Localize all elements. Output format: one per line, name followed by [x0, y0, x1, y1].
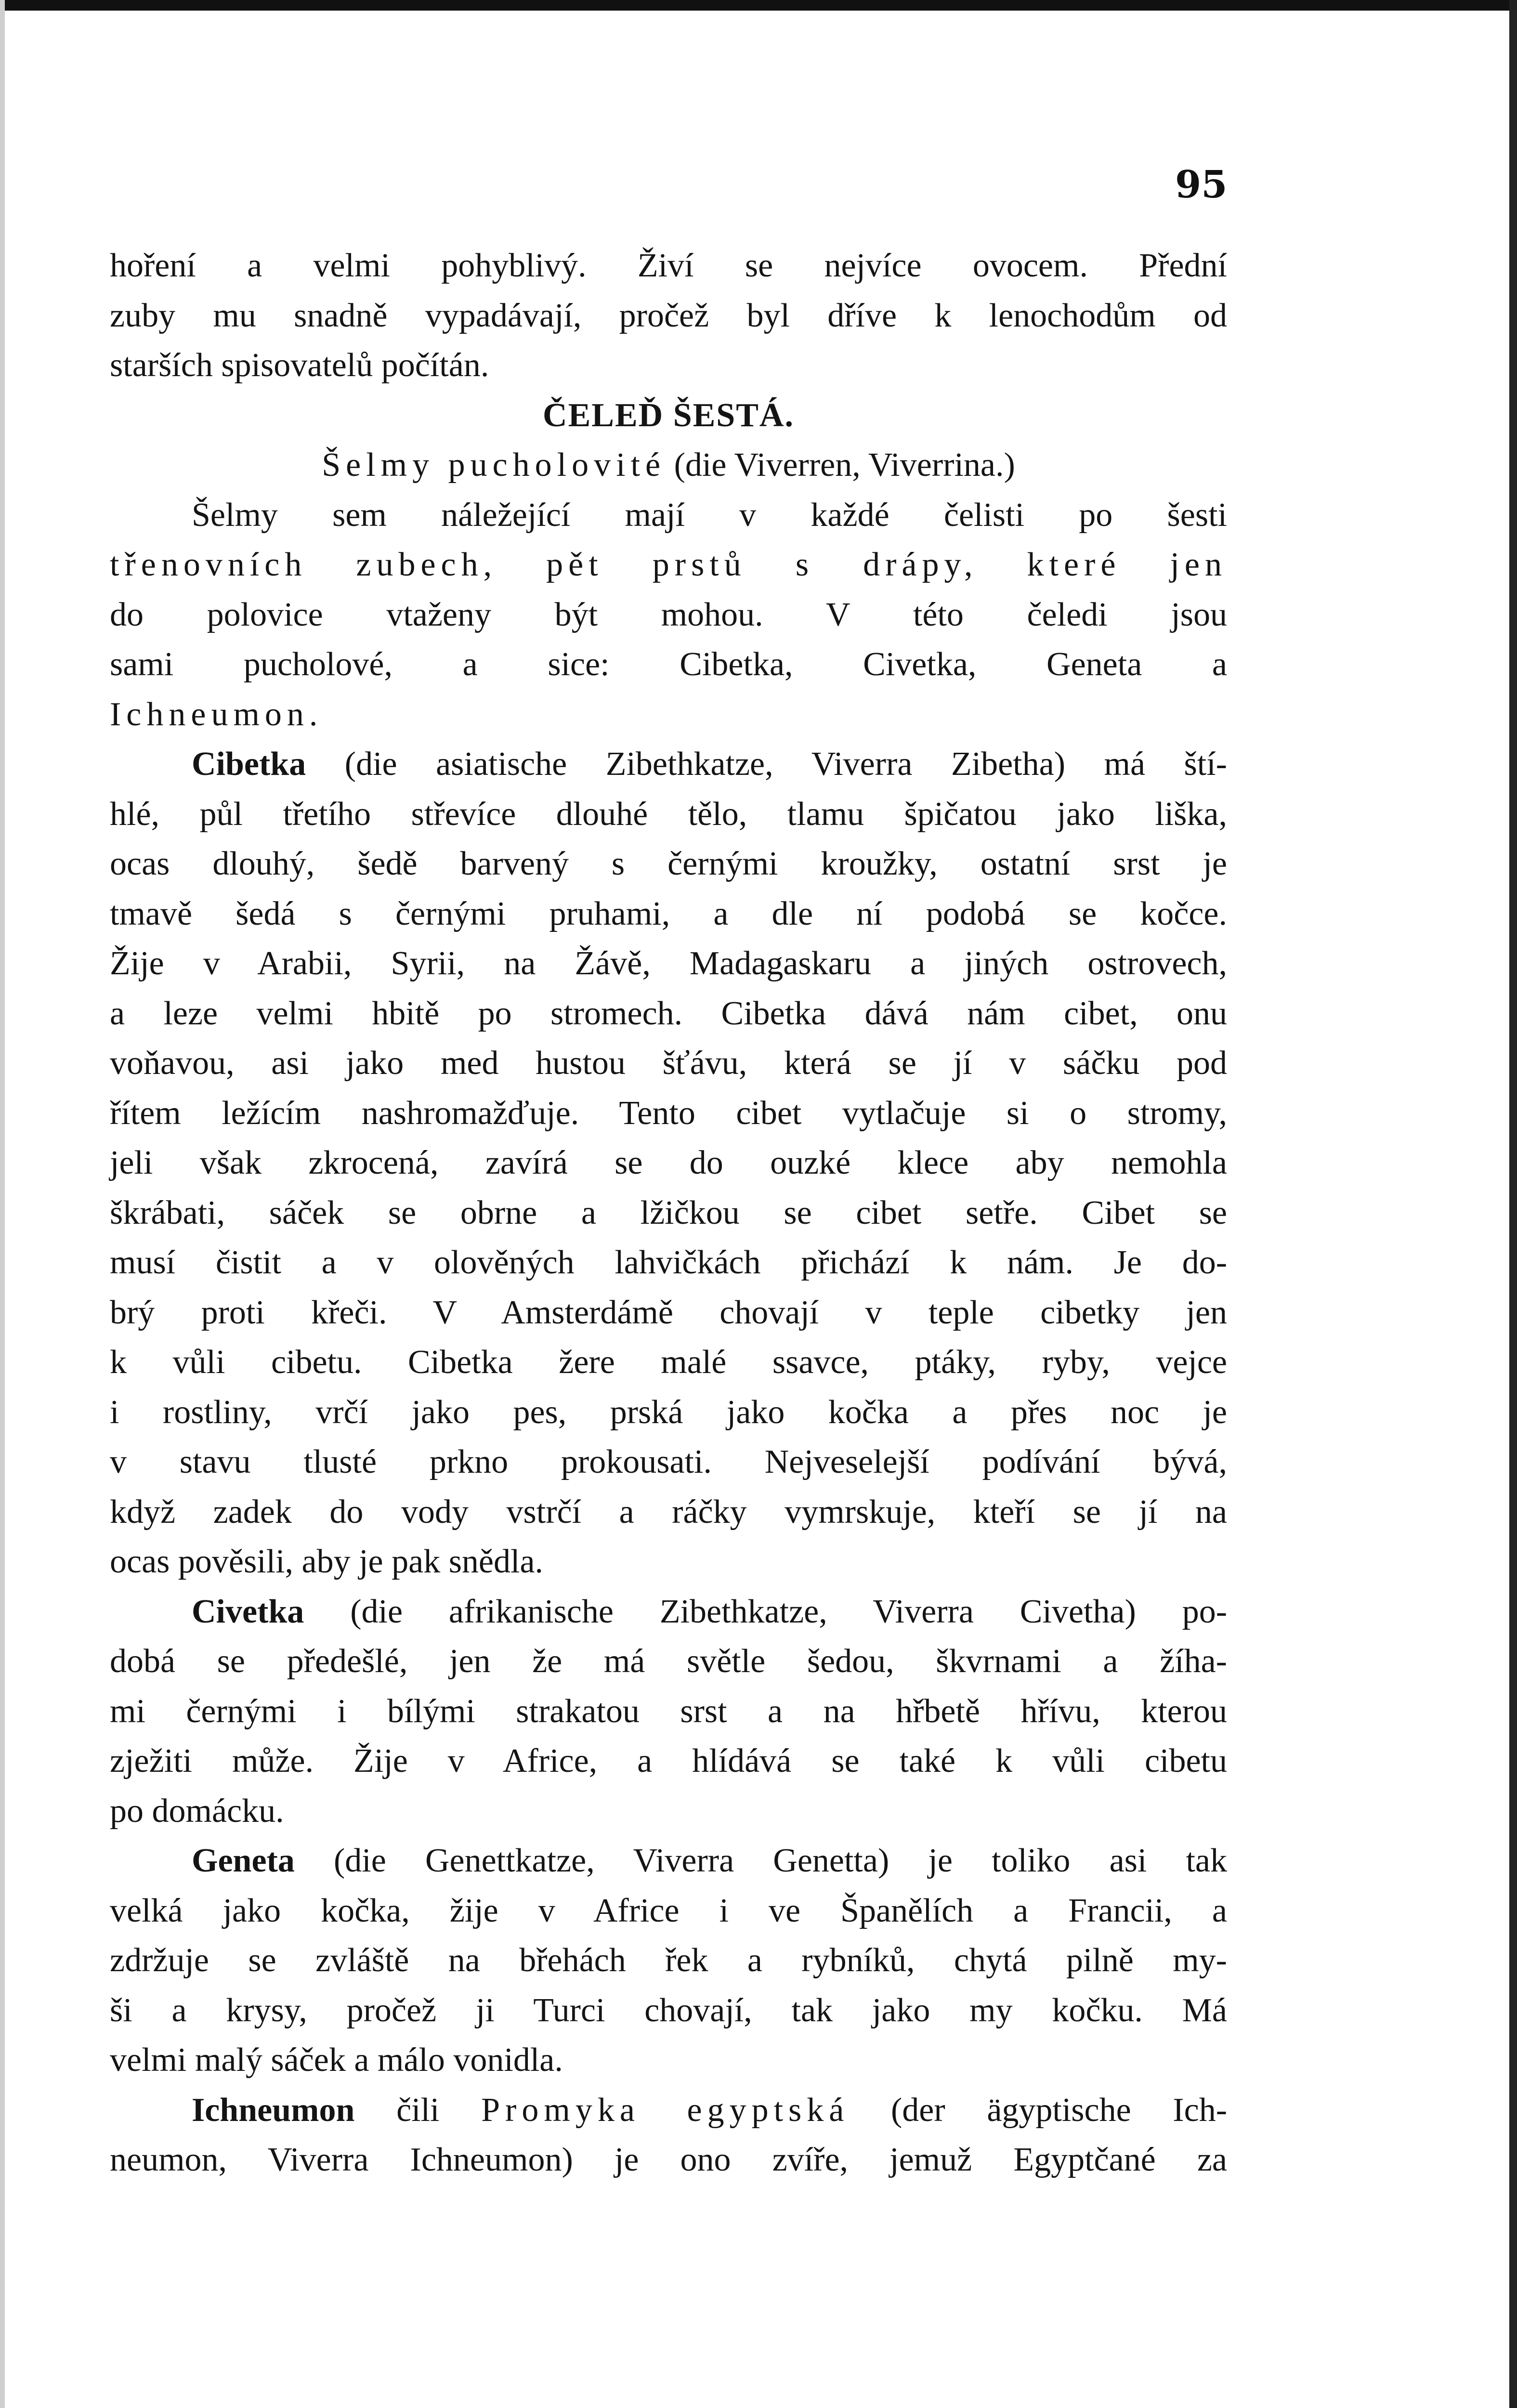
intro-line: sami pucholové, a sice: Cibetka, Civetka, Geneta a: [110, 646, 1227, 683]
civetka-first-rest: (die afrikanische Zibethkatze, Viverra Civetha) po-: [350, 1593, 1227, 1630]
text-line: řítem ležícím nashromažďuje. Tento cibet vytlačuje si o stromy,: [110, 1094, 1227, 1132]
scan-edge-right: [1509, 0, 1517, 2408]
term-promyka-egyptska: Promyka egyptská: [481, 2091, 850, 2129]
text-line: neumon, Viverra Ichneumon) je ono zvíře, jemuž Egyptčané za: [110, 2141, 1227, 2178]
text-line: brý proti křeči. V Amsterdámě chovají v teple cibetky jen: [110, 1294, 1227, 1331]
text-line: hoření a velmi pohyblivý. Živí se nejvíce ovocem. Přední: [110, 247, 1227, 284]
intro-line: do polovice vtaženy být mohou. V této čeledi jsou: [110, 596, 1227, 633]
text-line: zdržuje se zvláště na břehách řek a rybníků, chytá pilně my-: [110, 1942, 1227, 1979]
text-line: mi černými i bílými strakatou srst a na hřbetě hřívu, kterou: [110, 1692, 1227, 1730]
scan-edge-top: [0, 0, 1517, 11]
text-line: když zadek do vody vstrčí a ráčky vymrskuje, kteří se jí na: [110, 1493, 1227, 1531]
text-line: ocas pověsili, aby je pak snědla.: [110, 1543, 544, 1580]
term-ichneumon: Ichneumon: [192, 2091, 355, 2129]
civetka-first-line: [110, 1587, 1227, 1637]
geneta-first-line: [110, 1836, 1227, 1886]
ichneumon-cili: čili: [396, 2091, 440, 2129]
text-line: a leze velmi hbitě po stromech. Cibetka dává nám cibet, onu: [110, 995, 1227, 1032]
ichneumon-first-rest: (der ägyptische Ich-: [891, 2091, 1228, 2129]
text-line: k vůli cibetu. Cibetka žere malé ssavce, ptáky, ryby, vejce: [110, 1344, 1227, 1381]
intro-line: Šelmy sem náležející mají v každé čelisti po šesti: [192, 496, 1227, 534]
section-title: [110, 440, 1227, 490]
section-title-german-latin: (die Viverren, Viverrina.): [674, 446, 1015, 484]
section-heading: ČELEĎ ŠESTÁ.: [543, 396, 794, 434]
text-line: dobá se předešlé, jen že má světle šedou, škvrnami a žíha-: [110, 1643, 1227, 1680]
scan-edge-left: [0, 0, 5, 2408]
text-line: musí čistit a v olověných lahvičkách přichází k nám. Je do-: [110, 1244, 1227, 1281]
page-number: 95: [1175, 163, 1228, 207]
term-cibetka: Cibetka: [192, 746, 306, 783]
geneta-first-rest: (die Genettkatze, Viverra Genetta) je toliko asi tak: [333, 1842, 1228, 1879]
body-text: [110, 241, 1227, 2185]
cibetka-first-rest: (die asiatische Zibethkatze, Viverra Zibetha) má ští-: [344, 746, 1227, 783]
text-line: škrábati, sáček se obrne a lžičkou se cibet setře. Cibet se: [110, 1194, 1227, 1231]
text-line: ši a krysy, pročež ji Turci chovají, tak jako my kočku. Má: [110, 1991, 1227, 2029]
text-line: v stavu tlusté prkno prokousati. Nejveselejší podívání bývá,: [110, 1443, 1227, 1480]
text-line: tmavě šedá s černými pruhami, a dle ní podobá se kočce.: [110, 895, 1227, 932]
section-title-czech: Šelmy pucholovité: [322, 446, 666, 484]
text-line: velmi malý sáček a málo vonidla.: [110, 2042, 563, 2079]
text-line: velká jako kočka, žije v Africe i ve Španělích a Francii, a: [110, 1892, 1227, 1929]
text-line: starších spisovatelů počítán.: [110, 347, 489, 384]
text-line: hlé, půl třetího střevíce dlouhé tělo, tlamu špičatou jako liška,: [110, 795, 1227, 833]
text-line: po domácku.: [110, 1792, 284, 1830]
text-line: zuby mu snadně vypadávají, pročež byl dříve k lenochodům od: [110, 297, 1227, 334]
text-line: jeli však zkrocená, zavírá se do ouzké klece aby nemohla: [110, 1144, 1227, 1181]
text-line: ocas dlouhý, šedě barvený s černými kroužky, ostatní srst je: [110, 845, 1227, 882]
text-line: zježiti může. Žije v Africe, a hlídává se také k vůli cibetu: [110, 1742, 1227, 1780]
text-line: Žije v Arabii, Syrii, na Žávě, Madagaskaru a jiných ostrovech,: [110, 945, 1227, 982]
text-line: i rostliny, vrčí jako pes, prská jako kočka a přes noc je: [110, 1393, 1227, 1431]
term-geneta: Geneta: [192, 1842, 295, 1879]
intro-line: třenovních zubech, pět prstů s drápy, které jen: [110, 546, 1227, 583]
cibetka-first-line: [110, 739, 1227, 789]
term-civetka: Civetka: [192, 1593, 304, 1630]
ichneumon-first-line: [110, 2085, 1227, 2135]
intro-line: Ichneumon.: [110, 695, 323, 733]
text-line: voňavou, asi jako med hustou šťávu, která se jí v sáčku pod: [110, 1045, 1227, 1082]
